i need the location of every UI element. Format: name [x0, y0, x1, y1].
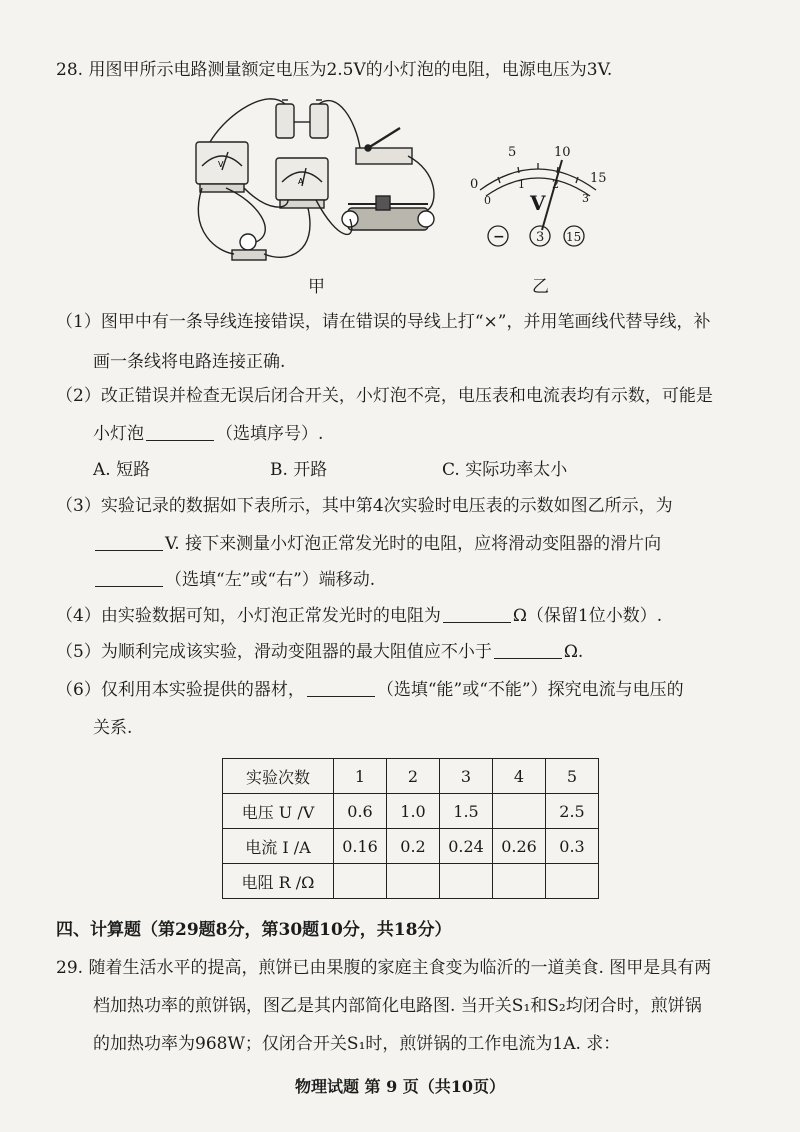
part4-post: Ω（保留1位小数）.	[512, 606, 663, 626]
part3-line3	[93, 568, 375, 592]
table-cell: 0.26	[493, 829, 546, 864]
meter-symbol: V	[530, 191, 546, 215]
table-cell	[493, 794, 546, 829]
part4-pre: （4）由实验数据可知，小灯泡正常发光时的电阻为	[56, 606, 441, 626]
part6-post: （选填“能”或“不能”）探究电流与电压的	[376, 680, 684, 700]
answer-blank-6[interactable]	[307, 680, 375, 697]
fig-jia-caption: 甲	[308, 277, 325, 297]
table-row	[223, 864, 599, 899]
table-cell: 0.24	[440, 829, 493, 864]
part6-line1	[56, 678, 684, 702]
part4-line	[56, 604, 662, 628]
part6-line2: 关系.	[93, 718, 133, 738]
answer-blank-5[interactable]	[494, 642, 562, 659]
part6-pre: （6）仅利用本实验提供的器材，	[56, 680, 305, 700]
part3-post: （选填“左”或“右”）端移动.	[165, 570, 376, 590]
table-cell: 电压 U /V	[223, 794, 334, 829]
option-b: B. 开路	[270, 460, 328, 480]
inner-tick-1: 1	[518, 178, 525, 191]
part1-line1: （1）图甲中有一条导线连接错误，请在错误的导线上打“×”，并用笔画线代替导线，补	[56, 312, 711, 332]
fig-yi-caption: 乙	[532, 277, 549, 297]
inner-tick-2: 2	[552, 178, 559, 191]
outer-tick-5: 5	[508, 145, 517, 160]
outer-tick-10: 10	[554, 145, 571, 160]
table-row	[223, 794, 599, 829]
part5-post: Ω.	[563, 642, 584, 662]
table-cell: 3	[440, 759, 493, 794]
q29-line1: 29. 随着生活水平的提高，煎饼已由果腹的家庭主食变为临沂的一道美食. 图甲是具有两	[56, 958, 712, 978]
part2-line1: （2）改正错误并检查无误后闭合开关，小灯泡不亮，电压表和电流表均有示数，可能是	[56, 386, 713, 406]
data-table	[222, 758, 599, 899]
inner-tick-3: 3	[582, 192, 589, 205]
table-row	[223, 829, 599, 864]
table-cell: 5	[546, 759, 599, 794]
table-cell: 1.0	[387, 794, 440, 829]
terminal-15: 15	[566, 230, 582, 244]
table-cell: 0.6	[334, 794, 387, 829]
table-cell: 1	[334, 759, 387, 794]
table-cell	[387, 864, 440, 899]
option-c: C. 实际功率太小	[442, 460, 568, 480]
part2-line2	[93, 422, 323, 446]
voltmeter-dial-yi	[458, 130, 608, 255]
table-cell: 电流 I /A	[223, 829, 334, 864]
part3-line1: （3）实验记录的数据如下表所示，其中第4次实验时电压表的示数如图乙所示，为	[56, 496, 673, 516]
section-4-heading: 四、计算题（第29题8分，第30题10分，共18分）	[56, 920, 452, 940]
table-cell: 电阻 R /Ω	[223, 864, 334, 899]
table-cell: 0.3	[546, 829, 599, 864]
table-cell: 0.2	[387, 829, 440, 864]
outer-tick-15: 15	[590, 171, 607, 186]
part5-pre: （5）为顺利完成该实验，滑动变阻器的最大阻值应不小于	[56, 642, 492, 662]
terminal-negative: −	[493, 229, 505, 245]
answer-blank-2[interactable]	[146, 424, 214, 441]
table-cell: 2	[387, 759, 440, 794]
q28-stem: 28. 用图甲所示电路测量额定电压为2.5V的小灯泡的电阻，电源电压为3V.	[56, 60, 613, 80]
part2-post: （选填序号）.	[216, 424, 324, 444]
part3-line2	[93, 532, 661, 556]
part2-pre: 小灯泡	[93, 424, 144, 444]
ammeter-label: A	[298, 177, 304, 186]
answer-blank-3b[interactable]	[95, 570, 163, 587]
part1-line2: 画一条线将电路连接正确.	[93, 352, 286, 372]
option-a: A. 短路	[93, 460, 151, 480]
table-cell	[334, 864, 387, 899]
part5-line	[56, 640, 583, 664]
voltmeter-label: V	[218, 160, 224, 169]
table-cell	[493, 864, 546, 899]
table-cell: 0.16	[334, 829, 387, 864]
answer-blank-4[interactable]	[443, 606, 511, 623]
table-cell: 实验次数	[223, 759, 334, 794]
circuit-figure-jia	[188, 92, 448, 272]
q29-line3: 的加热功率为968W；仅闭合开关S₁时，煎饼锅的工作电流为1A. 求：	[93, 1034, 621, 1054]
table-cell	[546, 864, 599, 899]
table-cell: 4	[493, 759, 546, 794]
inner-tick-0: 0	[484, 194, 491, 207]
table-row	[223, 759, 599, 794]
terminal-3: 3	[536, 230, 545, 245]
answer-blank-3a[interactable]	[95, 534, 163, 551]
table-cell: 1.5	[440, 794, 493, 829]
q29-line2: 档加热功率的煎饼锅，图乙是其内部简化电路图. 当开关S₁和S₂均闭合时，煎饼锅	[93, 996, 702, 1016]
table-cell	[440, 864, 493, 899]
part3-mid: V. 接下来测量小灯泡正常发光时的电阻，应将滑动变阻器的滑片向	[165, 534, 662, 554]
table-cell: 2.5	[546, 794, 599, 829]
page-footer: 物理试题 第 9 页（共10页）	[294, 1077, 506, 1096]
outer-tick-0: 0	[470, 177, 479, 192]
